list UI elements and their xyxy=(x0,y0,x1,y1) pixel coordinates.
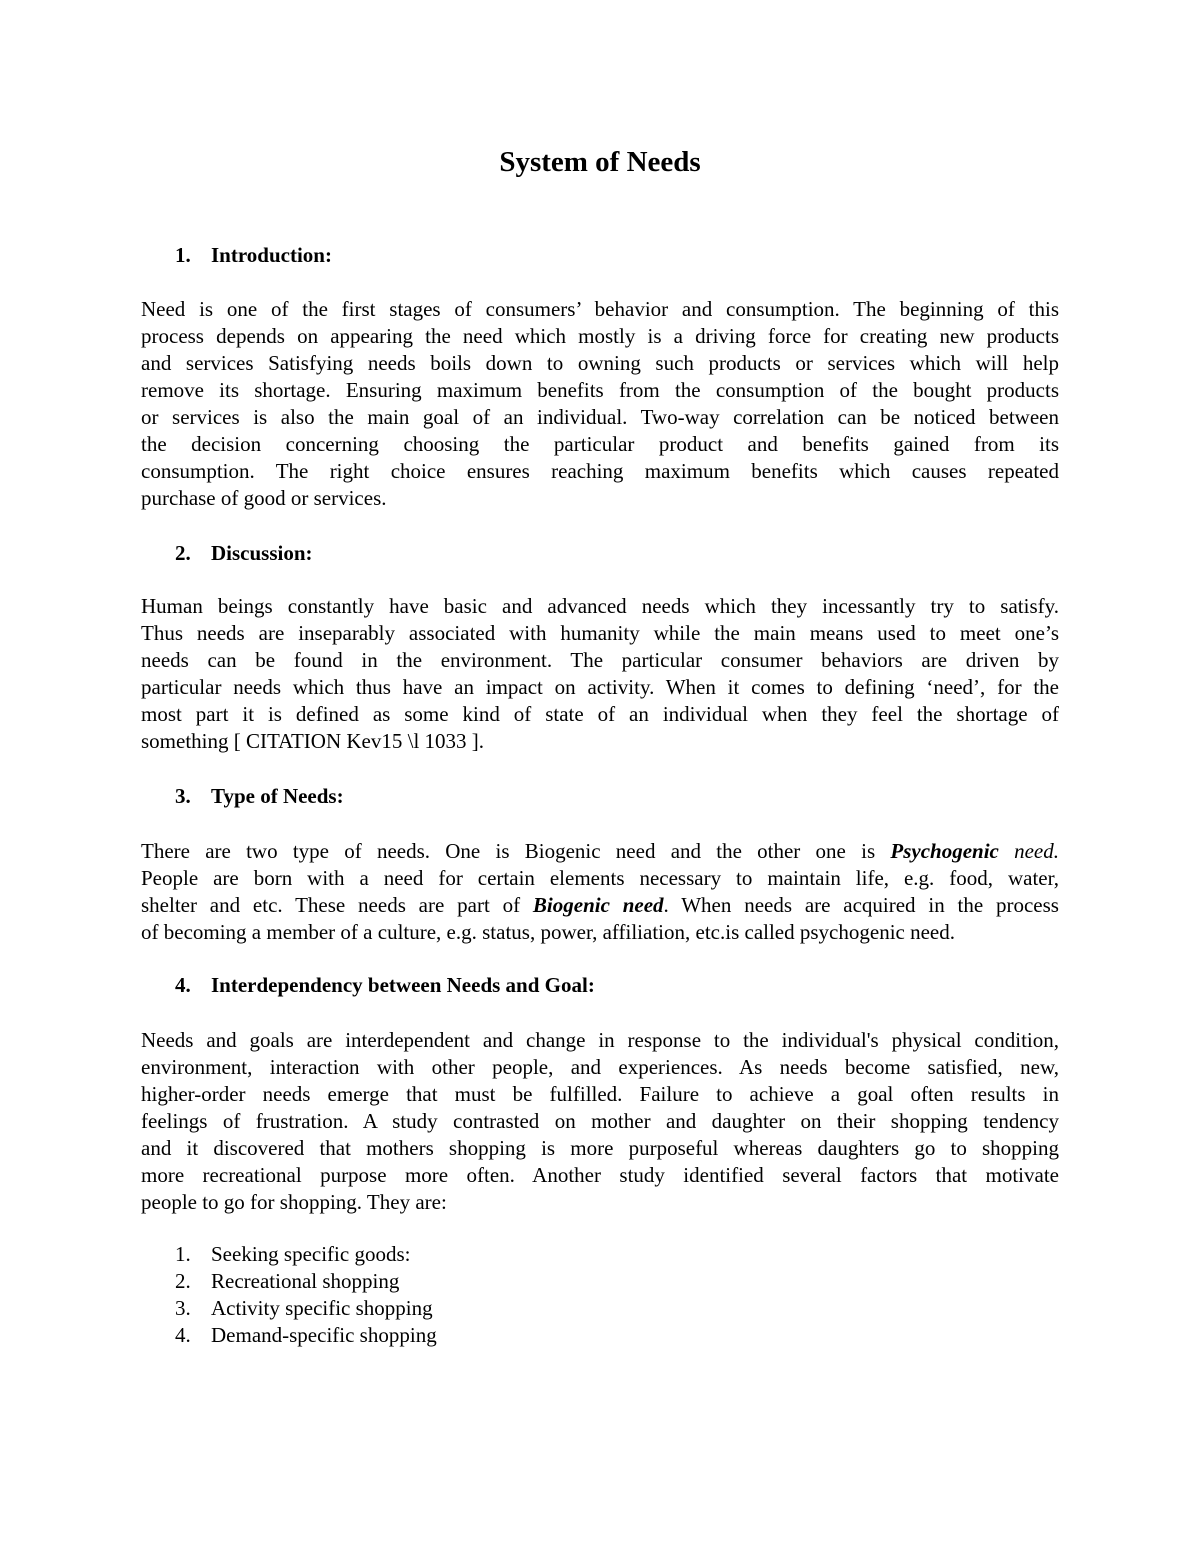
paragraph-line: feelings of frustration. A study contrasted on mother and daughter on their shopping tendency xyxy=(141,1109,1059,1133)
paragraph-line: more recreational purpose more often. Another study identified several factors that motivate xyxy=(141,1163,1059,1187)
paragraph-line: environment, interaction with other people, and experiences. As needs become satisfied, new, xyxy=(141,1055,1059,1079)
paragraph-line: consumption. The right choice ensures reaching maximum benefits which causes repeated xyxy=(141,459,1059,483)
paragraph-line xyxy=(141,838,1059,865)
paragraph-line xyxy=(141,892,1059,919)
biogenic-term: Biogenic need xyxy=(532,893,664,917)
paragraph-line: and services Satisfying needs boils down to owning such products or services which will help xyxy=(141,351,1059,375)
list-item xyxy=(175,1241,437,1268)
paragraph-line: or services is also the main goal of an individual. Two-way correlation can be noticed between xyxy=(141,405,1059,429)
paragraph-line: people to go for shopping. They are: xyxy=(141,1190,447,1214)
section-title: Interdependency between Needs and Goal: xyxy=(211,973,595,997)
paragraph-line: remove its shortage. Ensuring maximum benefits from the consumption of the bought products xyxy=(141,378,1059,402)
list-item xyxy=(175,1295,437,1322)
paragraph-line: Thus needs are inseparably associated with humanity while the main means used to meet one’s xyxy=(141,621,1059,645)
list-item xyxy=(175,1322,437,1349)
paragraph-line: and it discovered that mothers shopping is more purposeful whereas daughters go to shopping xyxy=(141,1136,1059,1160)
list-item-text: Activity specific shopping xyxy=(211,1296,433,1320)
section-title: Discussion: xyxy=(211,541,313,565)
paragraph-line: of becoming a member of a culture, e.g. status, power, affiliation, etc.is called psychogenic need. xyxy=(141,920,955,944)
paragraph-line: higher-order needs emerge that must be fulfilled. Failure to achieve a goal often results in xyxy=(141,1082,1059,1106)
line-text: . When needs are acquired in the process xyxy=(663,893,1059,917)
paragraph-line: the decision concerning choosing the particular product and benefits gained from its xyxy=(141,432,1059,456)
paragraph-line: Human beings constantly have basic and advanced needs which they incessantly try to satisfy. xyxy=(141,594,1059,618)
section-title: Introduction: xyxy=(211,243,332,267)
list-item-text: Demand-specific shopping xyxy=(211,1323,437,1347)
paragraph-line: Needs and goals are interdependent and change in response to the individual's physical condition, xyxy=(141,1028,1059,1052)
paragraph-line: particular needs which thus have an impact on activity. When it comes to defining ‘need’, for the xyxy=(141,675,1059,699)
line-text: There are two type of needs. One is Biogenic need and the other one is xyxy=(141,839,891,863)
paragraph-line: needs can be found in the environment. The particular consumer behaviors are driven by xyxy=(141,648,1059,672)
interdependency-paragraph xyxy=(141,1027,1059,1216)
section-title: Type of Needs: xyxy=(211,784,344,808)
section-heading-type-of-needs xyxy=(175,783,344,810)
section-heading-discussion xyxy=(175,540,313,567)
list-item-number: 3. xyxy=(175,1296,191,1320)
shopping-factors-list xyxy=(175,1241,437,1349)
paragraph-line: People are born with a need for certain elements necessary to maintain life, e.g. food, water, xyxy=(141,866,1059,890)
discussion-paragraph xyxy=(141,593,1059,755)
type-of-needs-paragraph xyxy=(141,838,1059,946)
paragraph-line: something [ CITATION Kev15 \l 1033 ]. xyxy=(141,729,485,753)
list-item-number: 2. xyxy=(175,1269,191,1293)
need-word: need. xyxy=(998,839,1059,863)
paragraph-line: Need is one of the first stages of consumers’ behavior and consumption. The beginning of this xyxy=(141,297,1059,321)
section-heading-interdependency xyxy=(175,972,595,999)
line-text: shelter and etc. These needs are part of xyxy=(141,893,533,917)
section-number: 4. xyxy=(175,973,191,997)
list-item-number: 4. xyxy=(175,1323,191,1347)
section-number: 3. xyxy=(175,784,191,808)
section-number: 1. xyxy=(175,243,191,267)
psychogenic-term: Psychogenic xyxy=(890,839,999,863)
list-item xyxy=(175,1268,437,1295)
section-heading-introduction xyxy=(175,242,332,269)
list-item-number: 1. xyxy=(175,1242,191,1266)
list-item-text: Recreational shopping xyxy=(211,1269,400,1293)
paragraph-line: process depends on appearing the need which mostly is a driving force for creating new products xyxy=(141,324,1059,348)
introduction-paragraph xyxy=(141,296,1059,512)
document-title: System of Needs xyxy=(499,146,701,178)
section-number: 2. xyxy=(175,541,191,565)
paragraph-line: purchase of good or services. xyxy=(141,486,387,510)
paragraph-line: most part it is defined as some kind of state of an individual when they feel the shortage of xyxy=(141,702,1059,726)
list-item-text: Seeking specific goods: xyxy=(211,1242,411,1266)
